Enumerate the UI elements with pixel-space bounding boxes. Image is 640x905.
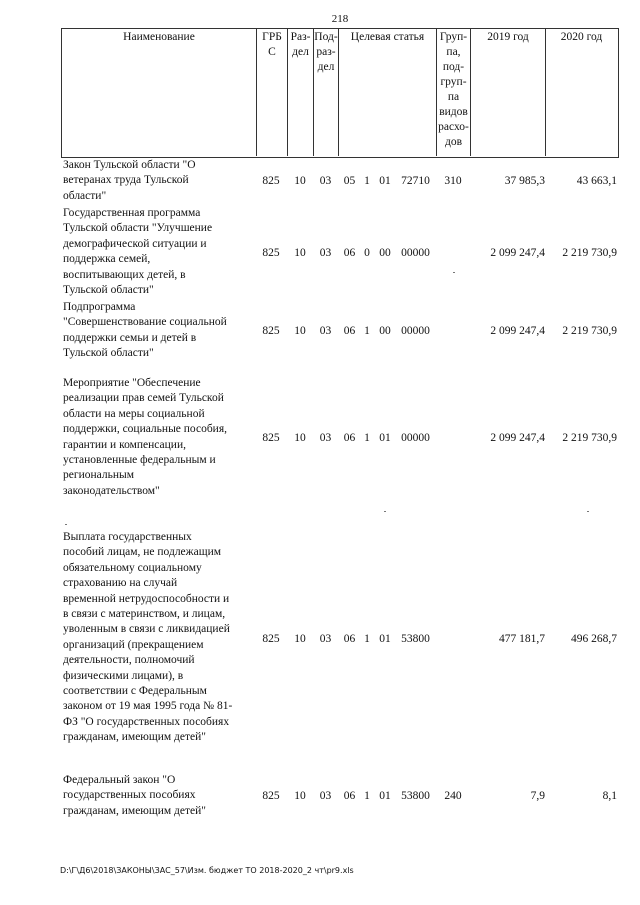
col-divider [470,28,471,156]
cell-target-event: 00 [379,325,391,337]
header-expense-group: Груп- па, под- груп- па видов расхо- дов [438,31,469,148]
cell-target-program: 06 [343,325,356,337]
cell-podrazdel: 03 [319,247,332,259]
cell-2020: 8,1 [602,790,617,802]
cell-razdel: 10 [294,633,306,645]
cell-expense-group: 310 [444,175,462,187]
cell-2020: 2 219 730,9 [562,325,617,337]
cell-razdel: 10 [294,175,306,187]
cell-podrazdel: 03 [319,325,332,337]
row-name: Мероприятие "Обеспечение реализации прав семей Тульской области на меры социальной поддержки, социальные пособия, гарантии и компенсации, установленные федеральным и региональным законодательством" [63,377,227,497]
cell-target-direction: 00000 [401,432,430,444]
header-podrazdel: Под- раз- дел [314,31,338,73]
header-year-2019: 2019 год [487,31,529,43]
cell-2020: 496 268,7 [571,633,617,645]
cell-target-subprogram: 1 [364,175,370,187]
cell-2019: 2 099 247,4 [490,325,545,337]
table-header-frame [61,28,619,158]
cell-target-program: 06 [343,790,356,802]
header-target-article: Целевая статья [350,31,425,43]
cell-target-subprogram: 1 [364,633,370,645]
cell-podrazdel: 03 [319,633,332,645]
cell-target-event: 00 [379,247,391,259]
col-divider [338,28,339,156]
cell-podrazdel: 03 [319,432,332,444]
file-path-footer: D:\Г\Д6\2018\ЗАКОНЫ\ЗАС_57\Изм. бюджет ТО 2018-2020_2 чт\pr9.xls [60,866,354,875]
cell-razdel: 10 [294,325,306,337]
cell-2019: 2 099 247,4 [490,247,545,259]
col-divider [545,28,546,156]
cell-target-program: 06 [343,247,356,259]
cell-podrazdel: 03 [319,790,332,802]
cell-target-program: 06 [343,633,356,645]
row-name: Подпрограмма "Совершенствование социальной поддержки семьи и детей в Тульской области" [63,301,227,360]
cell-target-subprogram: 1 [364,432,370,444]
cell-2020: 43 663,1 [576,175,617,187]
header-grbs: ГРБ С [262,31,282,58]
cell-target-program: 05 [343,175,356,187]
cell-2020: 2 219 730,9 [562,432,617,444]
row-name: Закон Тульской области "О ветеранах труда Тульской области" [63,159,196,202]
cell-2019: 477 181,7 [499,633,545,645]
header-name: Наименование [123,31,195,43]
cell-grbs: 825 [262,790,280,802]
cell-razdel: 10 [294,247,306,259]
cell-target-direction: 72710 [401,175,430,187]
cell-grbs: 825 [262,633,280,645]
cell-target-direction: 00000 [401,247,430,259]
cell-target-subprogram: 1 [364,790,370,802]
cell-target-event: 01 [379,175,391,187]
row-name: Выплата государственных пособий лицам, не подлежащим обязательному социальному страхованию на случай временной нетрудоспособности и в связи с материнством, и лицам, уволенным в связи с ликвидацией организаций (прекращением деятельности, полномочий физическими лицами), в соответствии с Федеральным законом от 19 мая 1995 года № 81- ФЗ "О государственных пособиях гражданам, имеющим детей" [63,531,233,744]
cell-grbs: 825 [262,325,280,337]
cell-target-event: 01 [379,790,391,802]
cell-2019: 7,9 [530,790,545,802]
cell-target-subprogram: 0 [364,247,370,259]
cell-target-event: 01 [379,432,391,444]
cell-target-direction: 53800 [401,633,430,645]
cell-target-event: 01 [379,633,391,645]
scan-speck [384,511,386,512]
scan-speck [65,524,67,525]
header-year-2020: 2020 год [560,31,603,43]
page-number: 218 [331,13,349,25]
cell-2019: 2 099 247,4 [490,432,545,444]
row-name: Государственная программа Тульской области "Улучшение демографической ситуации и поддержка семей, воспитывающих детей, в Тульской области" [63,207,213,297]
cell-expense-group: 240 [444,790,462,802]
cell-target-direction: 53800 [401,790,430,802]
row-name: Федеральный закон "О государственных пособиях гражданам, имеющим детей" [63,774,206,817]
cell-grbs: 825 [262,175,280,187]
cell-grbs: 825 [262,247,280,259]
cell-target-program: 06 [343,432,356,444]
cell-razdel: 10 [294,790,306,802]
cell-2020: 2 219 730,9 [562,247,617,259]
cell-podrazdel: 03 [319,175,332,187]
header-razdel: Раз- дел [290,31,311,58]
cell-target-direction: 00000 [401,325,430,337]
cell-grbs: 825 [262,432,280,444]
cell-target-subprogram: 1 [364,325,370,337]
scan-speck [453,272,455,273]
cell-2019: 37 985,3 [504,175,545,187]
scan-speck [587,511,589,512]
cell-razdel: 10 [294,432,306,444]
